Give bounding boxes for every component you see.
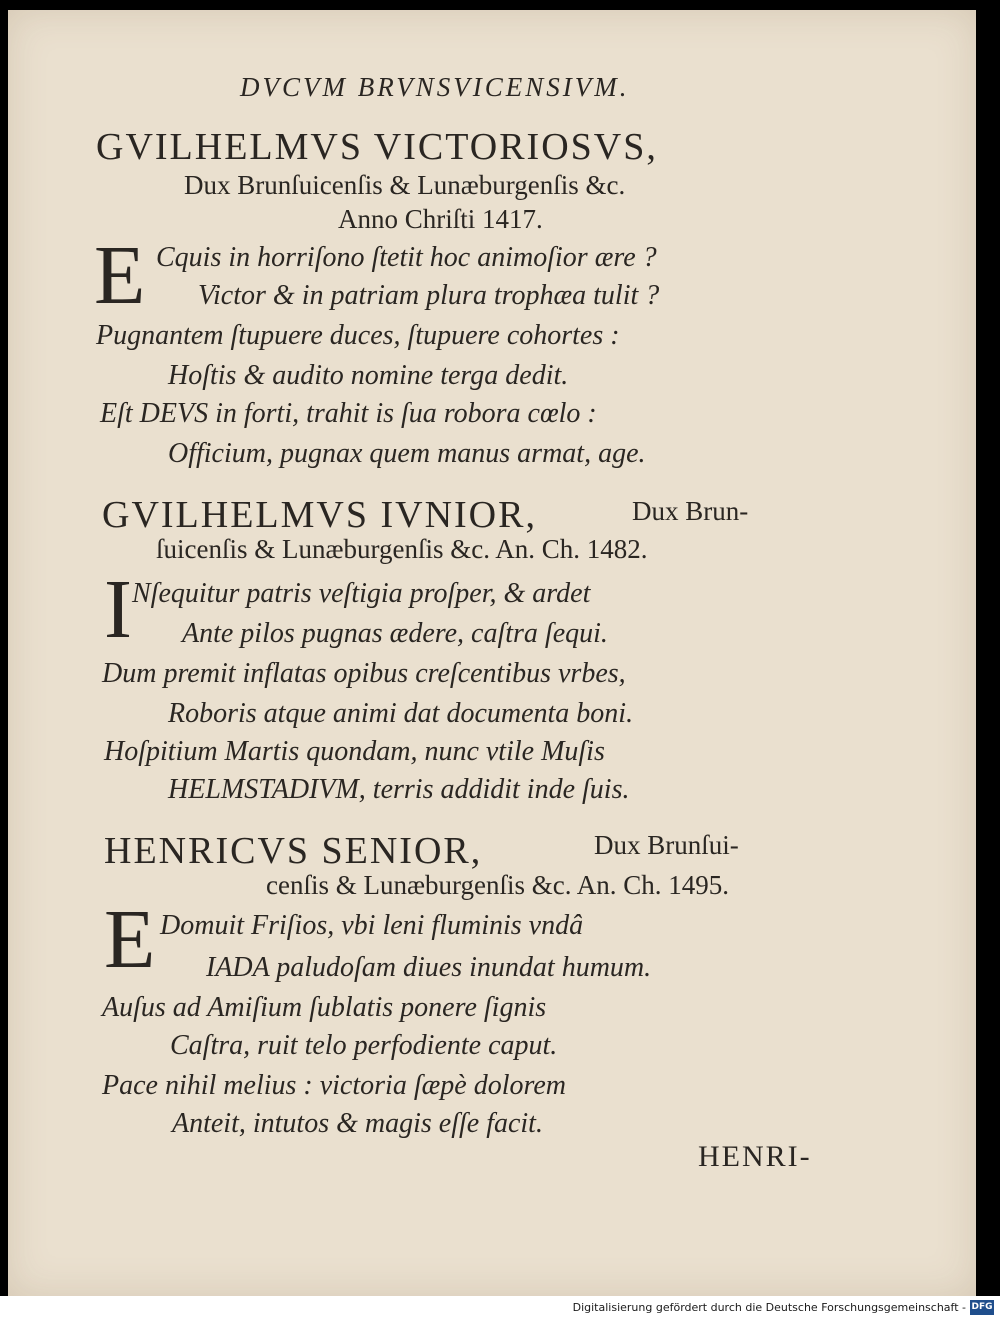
digitization-footer (0, 1296, 1000, 1320)
verse-line: Officium, pugnax quem manus armat, age. (168, 438, 646, 469)
dfg-logo[interactable]: DFG (970, 1300, 994, 1315)
verse-line: Ante pilos pugnas ædere, caſtra ſequi. (182, 618, 608, 649)
section-subtitle-2b: ſuicenſis & Lunæburgenſis &c. An. Ch. 1482. (156, 534, 648, 564)
drop-cap-initial-1: E (94, 229, 146, 322)
drop-cap-initial-2: I (104, 563, 132, 656)
drop-cap-initial-3: E (104, 893, 156, 986)
verse-line: Pace nihil melius : victoria ſæpè dolorem (102, 1070, 566, 1101)
verse-line: Auſus ad Amiſium ſublatis ponere ſignis (102, 992, 547, 1023)
section-subtitle-1b: Anno Chriſti 1417. (338, 204, 543, 234)
verse-line: Eſt DEVS in forti, trahit is ſua robora cœlo : (100, 398, 597, 429)
section-subtitle-1a: Dux Brunſuicenſis & Lunæburgenſis &c. (184, 170, 626, 200)
section-title-3: HENRICVS SENIOR, (104, 830, 483, 872)
catchword: HENRI- (698, 1140, 812, 1173)
section-subtitle-3b: cenſis & Lunæburgenſis &c. An. Ch. 1495. (266, 870, 729, 900)
verse-line: Pugnantem ſtupuere duces, ſtupuere cohortes : (96, 320, 620, 351)
verse-line: Domuit Friſios, vbi leni fluminis vndâ (160, 910, 584, 941)
verse-line: Hoſpitium Martis quondam, nunc vtile Muſis (104, 736, 605, 767)
section-title-1: GVILHELMVS VICTORIOSVS, (96, 126, 658, 168)
verse-line: Cquis in horriſono ſtetit hoc animoſior ære ? (156, 242, 657, 273)
verse-line: Nſequitur patris veſtigia proſper, & ardet (132, 578, 591, 609)
section-subtitle-3a: Dux Brunſui- (594, 830, 739, 860)
verse-line: Anteit, intutos & magis eſſe facit. (172, 1108, 543, 1139)
verse-line: Victor & in patriam plura trophæa tulit ? (198, 280, 660, 311)
book-page (8, 10, 976, 1296)
section-title-2: GVILHELMVS IVNIOR, (102, 494, 537, 536)
running-head: DVCVM BRVNSVICENSIVM. (240, 72, 630, 102)
verse-line: Roboris atque animi dat documenta boni. (168, 698, 634, 729)
section-subtitle-2a: Dux Brun- (632, 496, 749, 526)
verse-line: IADA paludoſam diues inundat humum. (206, 952, 652, 983)
verse-line: Caſtra, ruit telo perfodiente caput. (170, 1030, 558, 1061)
footer-credit-text: Digitalisierung gefördert durch die Deutsche Forschungsgemeinschaft - (572, 1301, 966, 1314)
verse-line: Hoſtis & audito nomine terga dedit. (168, 360, 569, 391)
verse-line: HELMSTADIVM, terris addidit inde ſuis. (168, 774, 630, 805)
verse-line: Dum premit inflatas opibus creſcentibus vrbes, (102, 658, 626, 689)
